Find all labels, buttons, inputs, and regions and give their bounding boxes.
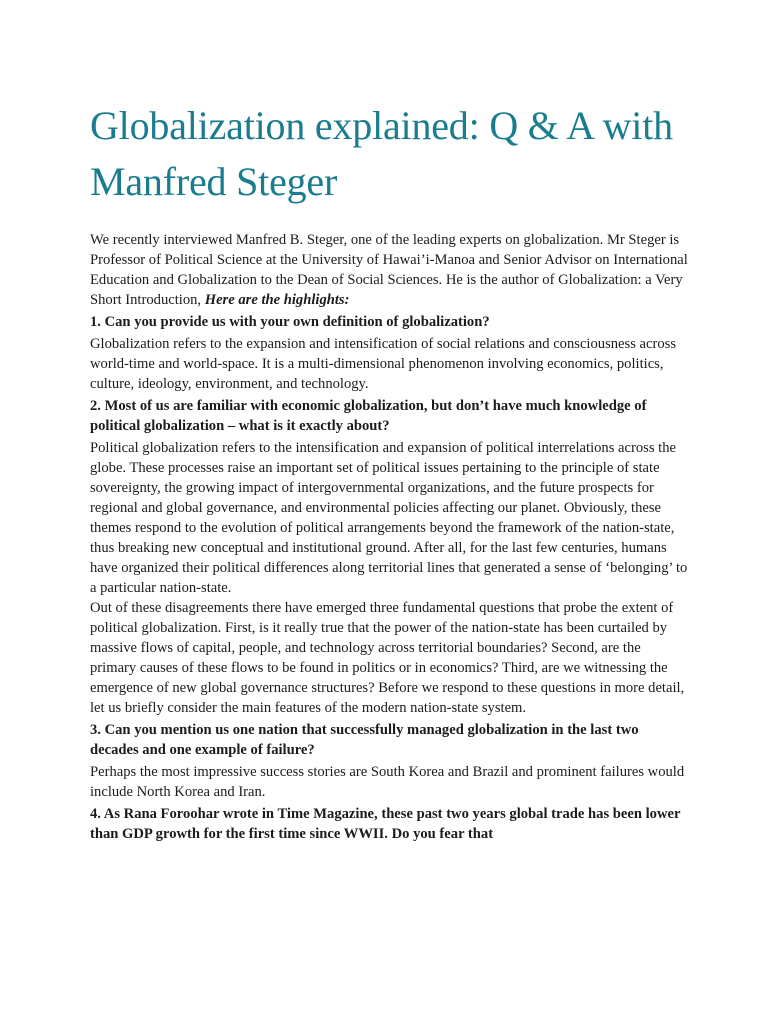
document-page: [90, 98, 690, 844]
answer-2-paragraph-2: Out of these disagreements there have emerged three fundamental questions that probe the extent of political globalization. First, is it really true that the power of the nation-state has been curtailed by massive flows of capital, people, and technology across territorial boundaries? Second, are the primary causes of these flows to be found in politics or in economics? Third, are we witnessing the emergence of new global governance structures? Before we respond to these questions in more detail, let us briefly consider the main features of the modern nation-state system.: [90, 600, 685, 716]
intro-text: We recently interviewed Manfred B. Steger, one of the leading experts on globalization. Mr Steger is Professor of Political Science at the University of Hawai’i-Manoa and Senior Advisor on International Education and Globalization to the Dean of Social Sciences. He is the author of Globalization: a Very Short Introduction,: [90, 232, 688, 308]
answer-3: Perhaps the most impressive success stories are South Korea and Brazil and prominent failures would include North Korea and Iran.: [90, 764, 685, 800]
answer-2-paragraph-1: Political globalization refers to the intensification and expansion of political interrelations across the globe. These processes raise an important set of political issues pertaining to the principle of state sovereignty, the growing impact of intergovernmental organizations, and the future prospects for regional and global governance, and environmental policies affecting our planet. Obviously, these themes respond to the evolution of political arrangements beyond the framework of the nation-state, thus breaking new conceptual and institutional ground. After all, for the last few centuries, humans have organized their political differences along territorial lines that generated a sense of ‘belonging’ to a particular nation-state.: [90, 440, 688, 596]
question-4: 4. As Rana Foroohar wrote in Time Magazine, these past two years global trade has been lower than GDP growth for the first time since WWII. Do you fear that: [90, 806, 681, 842]
article-body: [90, 230, 690, 844]
question-3: 3. Can you mention us one nation that successfully managed globalization in the last two decades and one example of failure?: [90, 722, 639, 758]
article-title: Globalization explained: Q & A with Manfred Steger: [90, 103, 673, 204]
intro-highlight: Here are the highlights:: [204, 292, 350, 308]
answer-1: Globalization refers to the expansion and intensification of social relations and consciousness across world-time and world-space. It is a multi-dimensional phenomenon involving economics, politics, culture, ideology, environment, and technology.: [90, 336, 677, 392]
question-1: 1. Can you provide us with your own definition of globalization?: [90, 314, 490, 330]
intro-paragraph: [90, 230, 690, 312]
question-2: 2. Most of us are familiar with economic globalization, but don’t have much knowledge of political globalization – what is it exactly about?: [90, 398, 647, 434]
